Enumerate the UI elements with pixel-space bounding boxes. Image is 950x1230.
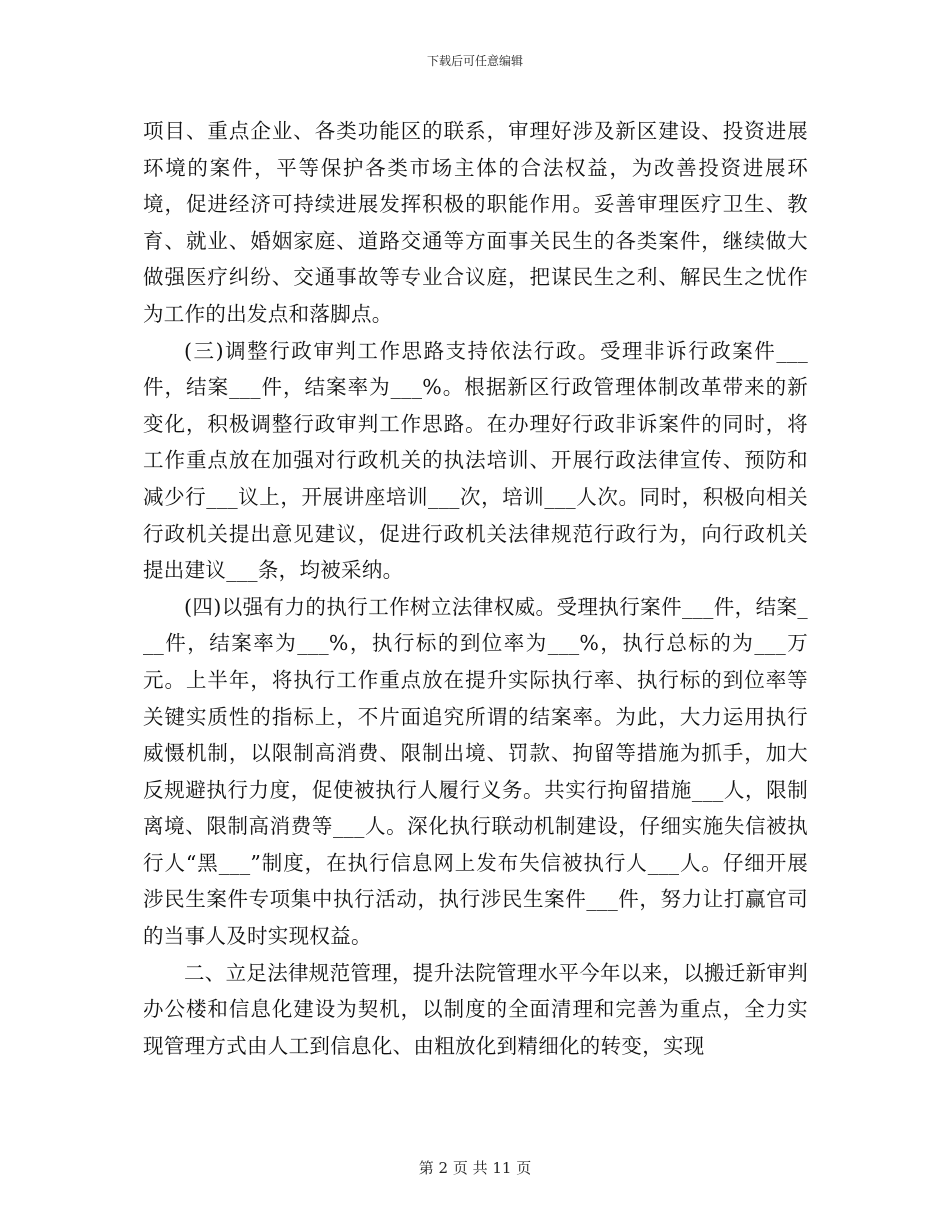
page-header-note: 下载后可任意编辑 [426, 54, 523, 68]
paragraph-court-management: 二、立足法律规范管理，提升法院管理水平今年以来，以搬迁新审判办公楼和信息化建设为契机，以制度的全面清理和完善为重点，全力实现管理方式由人工到信息化、由粗放化到精细化的转变，实现 [143, 960, 808, 1058]
page-number: 第 2 页 共 11 页 [418, 1159, 532, 1177]
paragraph-administrative-trial: (三)调整行政审判工作思路支持依法行政。受理非诉行政案件___件，结案___件，结案率为___%。根据新区行政管理体制改革带来的新变化，积极调整行政审判工作思路。在办理好行政非诉案件的同时，将工作重点放在加强对行政机关的执法培训、开展行政法律宣传、预防和减少行___议上，开展讲座培训___次，培训___人次。同时，积极向相关行政机关提出意见建议，促进行政机关法律规范行政行为，向行政机关提出建议___条，均被采纳。 [143, 338, 808, 583]
paragraph-continuation: 项目、重点企业、各类功能区的联系，审理好涉及新区建设、投资进展环境的案件，平等保护各类市场主体的合法权益，为改善投资进展环境，促进经济可持续进展发挥积极的职能作用。妥善审理医疗卫生、教育、就业、婚姻家庭、道路交通等方面事关民生的各类案件，继续做大做强医疗纠纷、交通事故等专业合议庭，把谋民生之利、解民生之忧作为工作的出发点和落脚点。 [143, 119, 808, 326]
document-body [143, 113, 808, 1064]
paragraph-enforcement: (四)以强有力的执行工作树立法律权威。受理执行案件___件，结案___件，结案率为___%，执行标的到位率为___%，执行总标的为___万元。上半年，将执行工作重点放在提升实际执行率、执行标的到位率等关键实质性的指标上，不片面追究所谓的结案率。为此，大力运用执行威慑机制，以限制高消费、限制出境、罚款、拘留等措施为抓手，加大反规避执行力度，促使被执行人履行义务。共实行拘留措施___人，限制离境、限制高消费等___人。深化执行联动机制建设，仔细实施失信被执行人“黑___”制度，在执行信息网上发布失信被执行人___人。仔细开展涉民生案件专项集中执行活动，执行涉民生案件___件，努力让打赢官司的当事人及时实现权益。 [143, 594, 808, 949]
